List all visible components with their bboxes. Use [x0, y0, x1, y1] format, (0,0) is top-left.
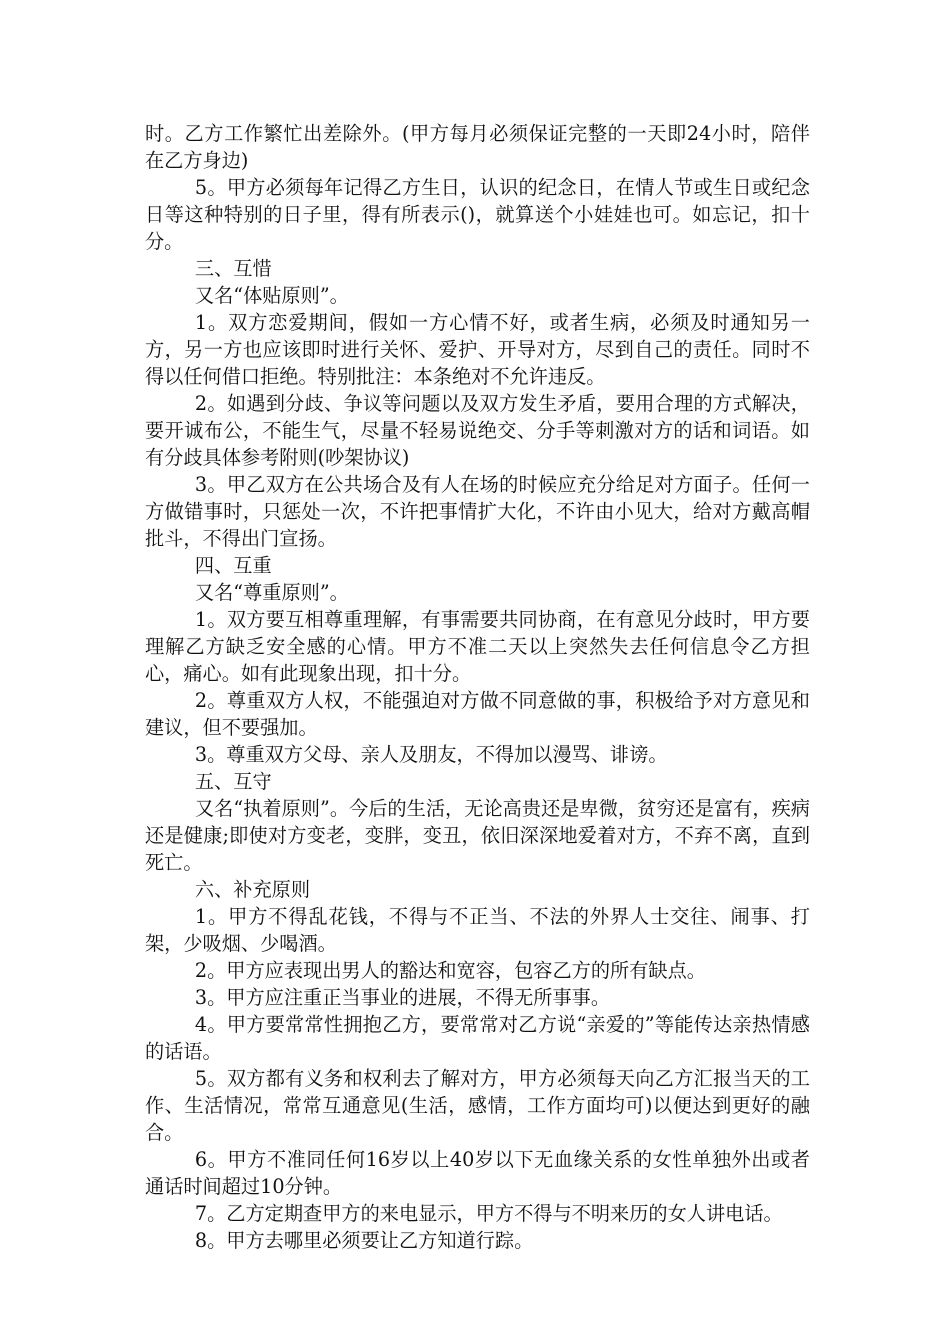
paragraph: 5。甲方必须每年记得乙方生日，认识的纪念日，在情人节或生日或纪念日等这种特别的日子里，得有所表示()，就算送个小娃娃也可。如忘记，扣十分。: [145, 176, 810, 253]
paragraph: 又名“尊重原则”。: [194, 581, 349, 604]
paragraph: 8。甲方去哪里必须要让乙方知道行踪。: [194, 1229, 534, 1252]
paragraph: 2。如遇到分歧、争议等问题以及双方发生矛盾，要用合理的方式解决，要开诚布公，不能生气，尽量不轻易说绝交、分手等刺激对方的话和词语。如有分歧具体参考附则(吵架协议): [145, 392, 810, 469]
paragraph: 又名“体贴原则”。: [194, 284, 349, 307]
paragraph: 3。甲乙双方在公共场合及有人在场的时候应充分给足对方面子。任何一方做错事时，只惩处一次，不许把事情扩大化，不许由小见大，给对方戴高帽批斗，不得出门宣扬。: [145, 473, 810, 550]
paragraph: 2。尊重双方人权，不能强迫对方做不同意做的事，积极给予对方意见和建议，但不要强加。: [145, 689, 810, 739]
paragraph: 5。双方都有义务和权利去了解对方，甲方必须每天向乙方汇报当天的工作、生活情况，常常互通意见(生活，感情，工作方面均可)以便达到更好的融合。: [145, 1067, 810, 1144]
paragraph: 1。双方恋爱期间，假如一方心情不好，或者生病，必须及时通知另一方，另一方也应该即时进行关怀、爱护、开导对方，尽到自己的责任。同时不得以任何借口拒绝。特别批注：本条绝对不允许违反。: [145, 311, 810, 388]
paragraph: 六、补充原则: [194, 878, 311, 901]
paragraph: 6。甲方不准同任何16岁以上40岁以下无血缘关系的女性单独外出或者通话时间超过10分钟。: [145, 1148, 810, 1198]
paragraph: 3。尊重双方父母、亲人及朋友，不得加以漫骂、诽谤。: [194, 743, 668, 766]
paragraph: 四、互重: [194, 554, 272, 577]
document-body: [145, 120, 810, 1254]
paragraph: 五、互守: [194, 770, 272, 793]
paragraph: 时。乙方工作繁忙出差除外。(甲方每月必须保证完整的一天即24小时，陪伴在乙方身边): [145, 122, 810, 172]
paragraph: 4。甲方要常常性拥抱乙方，要常常对乙方说“亲爱的”等能传达亲热情感的话语。: [145, 1013, 810, 1063]
paragraph: 3。甲方应注重正当事业的进展，不得无所事事。: [194, 986, 611, 1009]
paragraph: 1。双方要互相尊重理解，有事需要共同协商，在有意见分歧时，甲方要理解乙方缺乏安全感的心情。甲方不准二天以上突然失去任何信息令乙方担心，痛心。如有此现象出现，扣十分。: [145, 608, 810, 685]
paragraph: 2。甲方应表现出男人的豁达和宽容，包容乙方的所有缺点。: [194, 959, 706, 982]
paragraph: 7。乙方定期查甲方的来电显示，甲方不得与不明来历的女人讲电话。: [194, 1202, 783, 1225]
paragraph: 又名“执着原则”。今后的生活，无论高贵还是卑微，贫穷还是富有，疾病还是健康;即使对方变老，变胖，变丑，依旧深深地爱着对方，不弃不离，直到死亡。: [145, 797, 810, 874]
paragraph: 三、互惜: [194, 257, 272, 280]
paragraph: 1。甲方不得乱花钱，不得与不正当、不法的外界人士交往、闹事、打架，少吸烟、少喝酒。: [145, 905, 810, 955]
